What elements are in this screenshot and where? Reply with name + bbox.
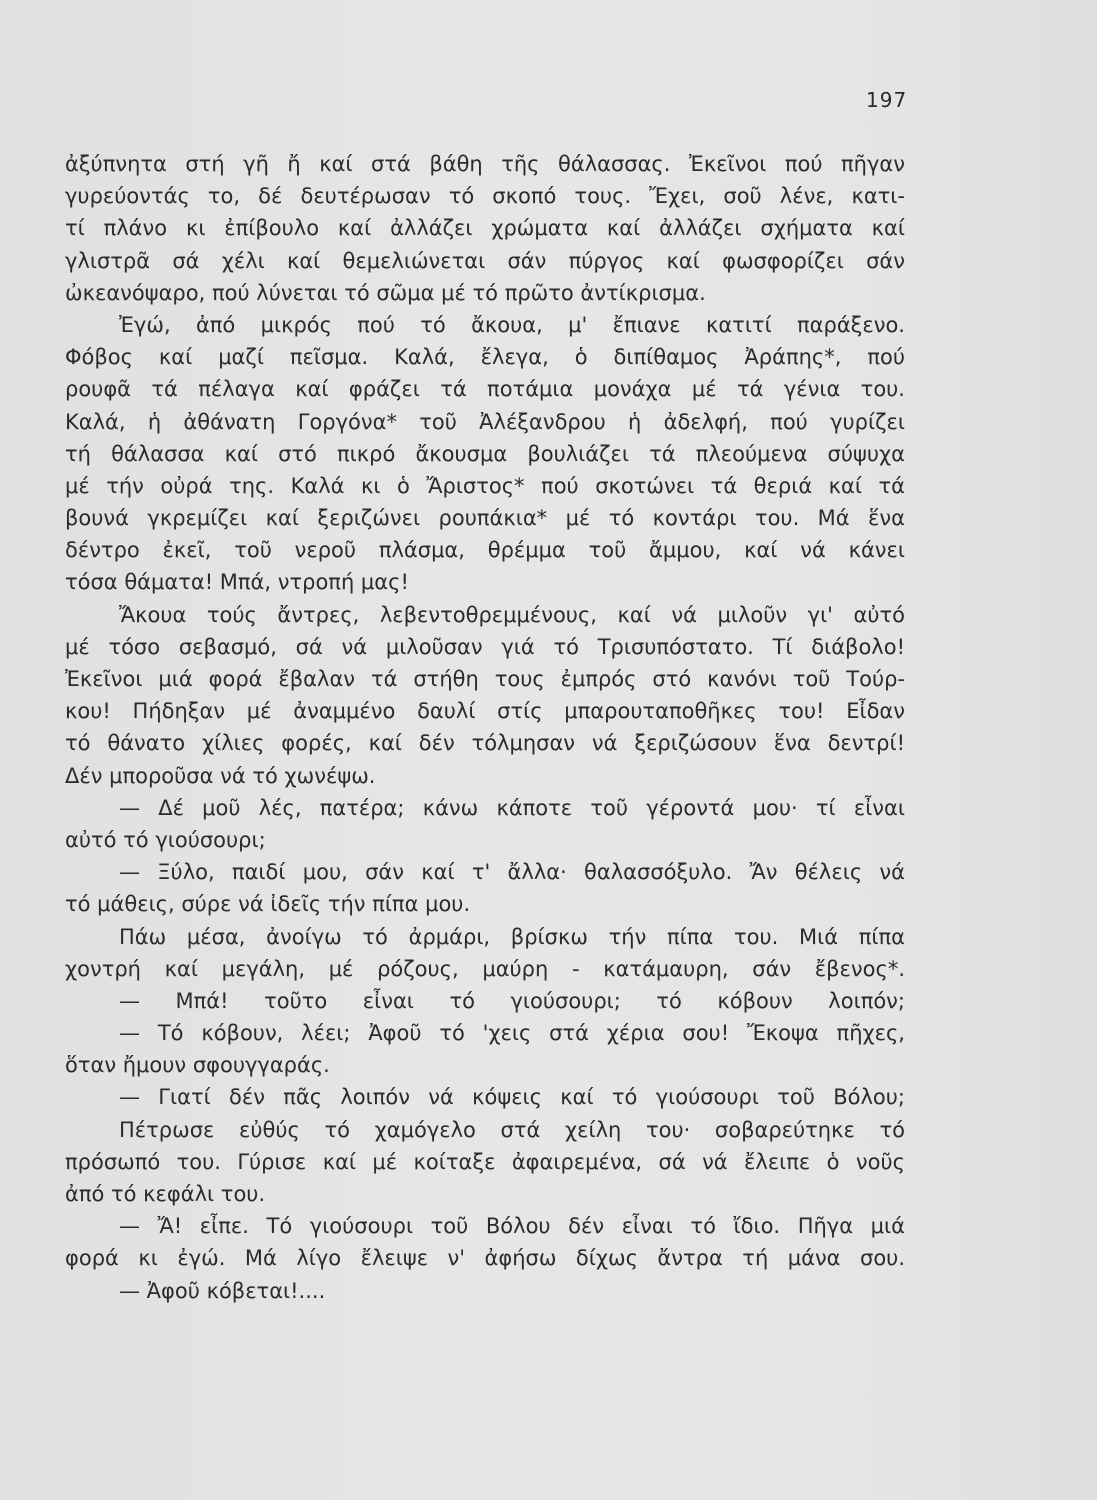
show-through-shadow — [907, 0, 1097, 1500]
text-line: μέ τήν οὐρά της. Καλά κι ὁ Ἄριστος* πού σκοτώνει τά θεριά καί τά — [65, 473, 905, 498]
text-line: μέ τόσο σεβασμό, σά νά μιλοῦσαν γιά τό Τρισυπόστατο. Τί διάβολο! — [65, 634, 905, 659]
text-line: αὐτό τό γιούσουρι; — [65, 827, 266, 852]
page-number: 197 — [866, 88, 908, 112]
text-line: ὠκεανόψαρο, πού λύνεται τό σῶμα μέ τό πρῶτο ἀντίκρισμα. — [65, 280, 706, 305]
text-line: τή θάλασσα καί στό πικρό ἄκουσμα βουλιάζει τά πλεούμενα σύψυχα — [65, 441, 905, 466]
text-line: τό θάνατο χίλιες φορές, καί δέν τόλμησαν νά ξεριζώσουν ἕνα δεντρί! — [65, 731, 905, 756]
text-line: δέντρο ἐκεῖ, τοῦ νεροῦ πλάσμα, θρέμμα τοῦ ἄμμου, καί νά κάνει — [65, 538, 905, 563]
text-line: ρουφᾶ τά πέλαγα καί φράζει τά ποτάμια μονάχα μέ τά γένια του. — [65, 377, 905, 402]
text-line: τό μάθεις, σύρε νά ἰδεῖς τήν πίπα μου. — [65, 892, 471, 917]
text-line: Ἄκουα τούς ἄντρες, λεβεντοθρεμμένους, καί νά μιλοῦν γι' αὐτό — [119, 602, 905, 627]
text-line: Ἐγώ, ἀπό μικρός πού τό ἄκουα, μ' ἔπιανε κατιτί παράξενο. — [119, 312, 905, 337]
text-line: — Μπά! τοῦτο εἶναι τό γιούσουρι; τό κόβουν λοιπόν; — [119, 988, 905, 1013]
text-line: — Ἄ! εἶπε. Τό γιούσουρι τοῦ Βόλου δέν εἶναι τό ἴδιο. Πῆγα μιά — [119, 1214, 905, 1239]
text-line: — Ἀφοῦ κόβεται!.... — [119, 1278, 326, 1303]
text-line: — Δέ μοῦ λές, πατέρα; κάνω κάποτε τοῦ γέροντά μου· τί εἶναι — [119, 795, 905, 820]
text-line: τόσα θάματα! Μπά, ντροπή μας! — [65, 570, 409, 595]
text-line: ἀξύπνητα στή γῆ ἤ καί στά βάθη τῆς θάλασσας. Ἐκεῖνοι πού πῆγαν — [65, 152, 905, 176]
text-line: βουνά γκρεμίζει καί ξεριζώνει ρουπάκια* μέ τό κοντάρι του. Μά ἕνα — [65, 506, 905, 531]
text-line: χοντρή καί μεγάλη, μέ ρόζους, μαύρη - κατάμαυρη, σάν ἔβενος*. — [65, 956, 905, 981]
text-line: πρόσωπό του. Γύρισε καί μέ κοίταξε ἀφαιρεμένα, σά νά ἔλειπε ὁ νοῦς — [65, 1149, 905, 1174]
text-line: τί πλάνο κι ἐπίβουλο καί ἀλλάζει χρώματα καί ἀλλάζει σχήματα καί — [65, 216, 905, 241]
text-line: φορά κι ἐγώ. Μά λίγο ἔλειψε ν' ἀφήσω δίχως ἄντρα τή μάνα σου. — [65, 1246, 905, 1271]
text-line: Καλά, ἡ ἀθάνατη Γοργόνα* τοῦ Ἀλέξανδρου ἡ ἀδελφή, πού γυρίζει — [65, 409, 905, 434]
body-text — [65, 148, 905, 1307]
text-line: — Τό κόβουν, λέει; Ἀφοῦ τό 'χεις στά χέρια σου! Ἔκοψα πῆχες, — [119, 1021, 905, 1046]
text-line: γλιστρᾶ σά χέλι καί θεμελιώνεται σάν πύργος καί φωσφορίζει σάν — [65, 248, 905, 273]
text-line: κου! Πήδηξαν μέ ἀναμμένο δαυλί στίς μπαρουταποθῆκες του! Εἶδαν — [65, 699, 905, 724]
text-line: γυρεύοντάς το, δέ δευτέρωσαν τό σκοπό τους. Ἔχει, σοῦ λένε, κατι- — [65, 184, 905, 209]
text-line: — Γιατί δέν πᾶς λοιπόν νά κόψεις καί τό γιούσουρι τοῦ Βόλου; — [119, 1085, 905, 1110]
text-line: Πέτρωσε εὐθύς τό χαμόγελο στά χείλη του· σοβαρεύτηκε τό — [119, 1117, 905, 1142]
text-line: — Ξύλο, παιδί μου, σάν καί τ' ἄλλα· θαλασσόξυλο. Ἄν θέλεις νά — [119, 860, 905, 885]
text-line: Φόβος καί μαζί πεῖσμα. Καλά, ἔλεγα, ὁ διπίθαμος Ἀράπης*, πού — [65, 345, 905, 370]
text-line: ἀπό τό κεφάλι του. — [65, 1182, 266, 1206]
text-line: Δέν μποροῦσα νά τό χωνέψω. — [65, 763, 376, 788]
text-line: Ἐκεῖνοι μιά φορά ἔβαλαν τά στήθη τους ἐμπρός στό κανόνι τοῦ Τούρ- — [65, 667, 905, 691]
text-line: ὅταν ἤμουν σφουγγαράς. — [65, 1053, 330, 1078]
text-line: Πάω μέσα, ἀνοίγω τό ἀρμάρι, βρίσκω τήν πίπα του. Μιά πίπα — [119, 924, 905, 949]
